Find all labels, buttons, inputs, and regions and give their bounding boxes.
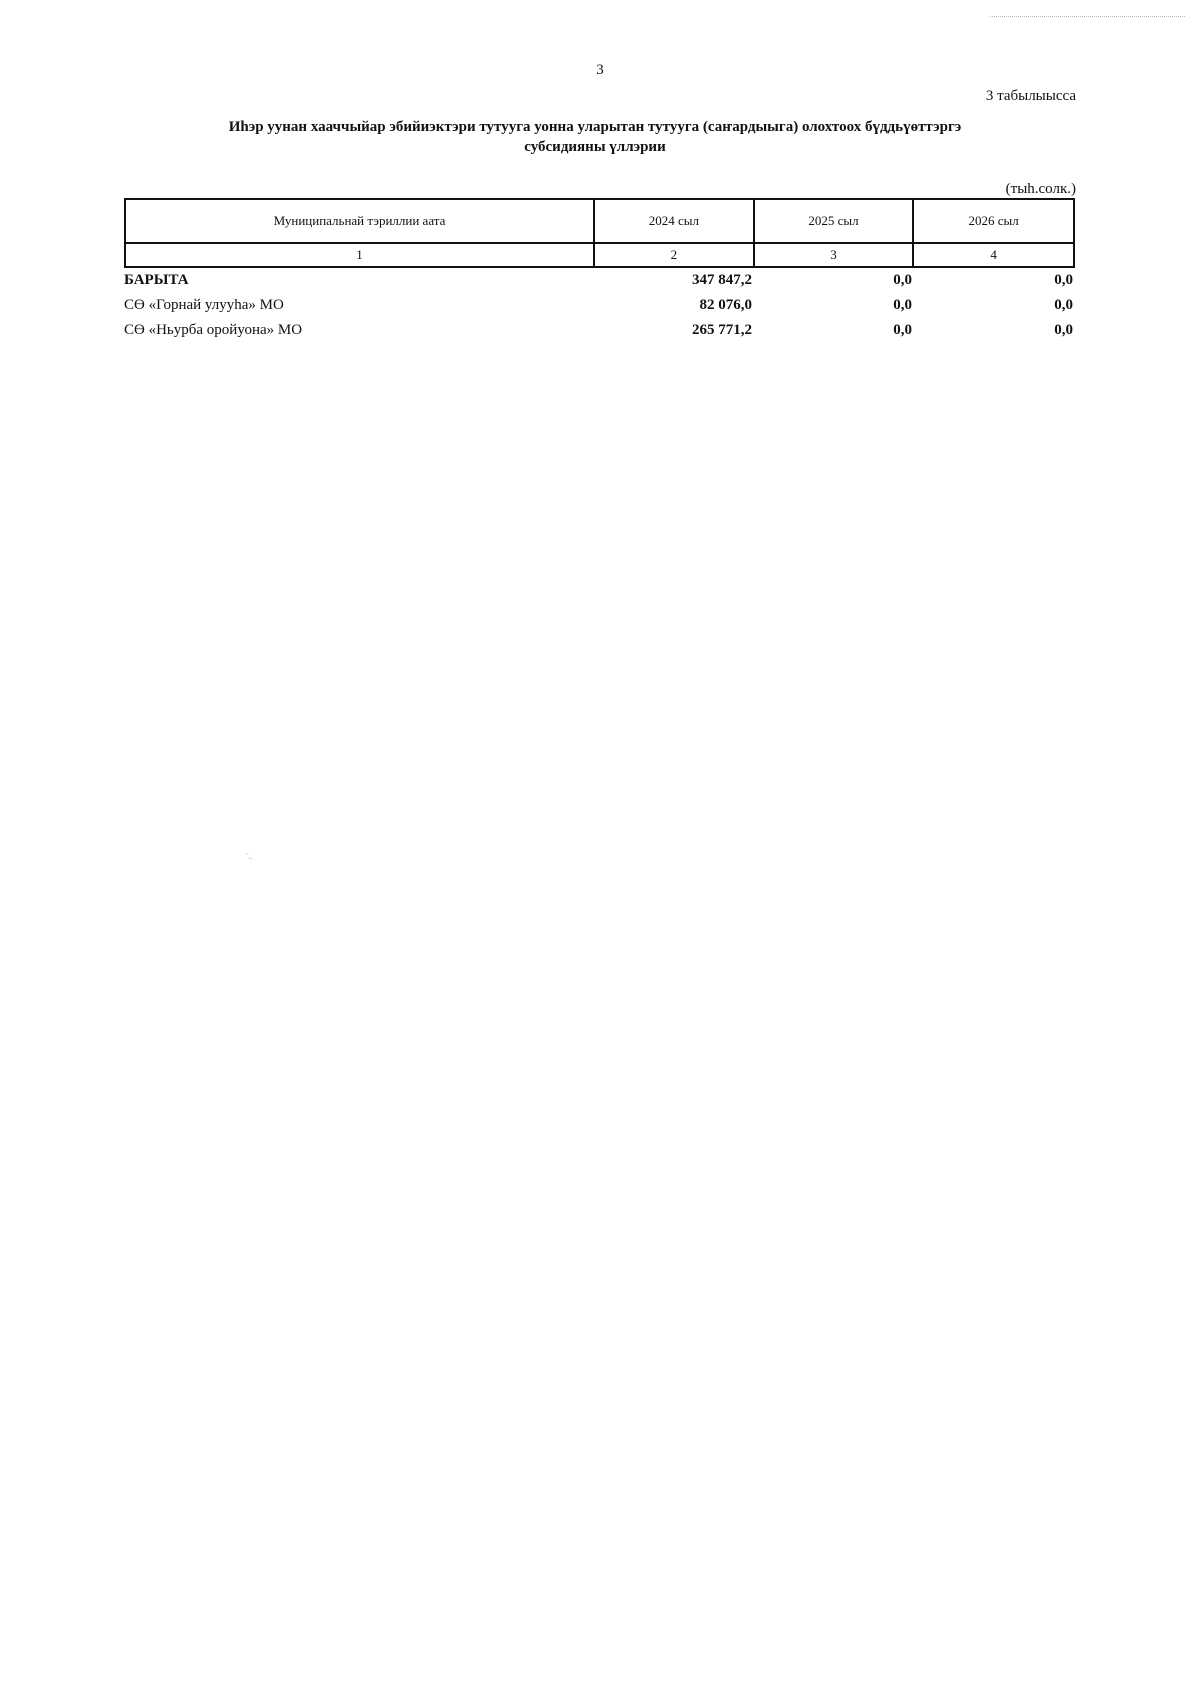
value-2025: 0,0	[893, 322, 912, 338]
document-title	[140, 117, 1050, 157]
value-2026: 0,0	[1054, 272, 1073, 288]
title-line-2: субсидияны үллэрии	[524, 139, 666, 155]
page-number: 3	[596, 62, 604, 78]
table-row-total	[124, 268, 1075, 293]
unit-label: (тыh.солк.)	[1005, 181, 1076, 197]
row-name: СӨ «Горнай улууhа» МО	[124, 297, 284, 313]
scan-artifact	[990, 16, 1185, 17]
header-row	[125, 199, 1074, 243]
value-2025: 0,0	[893, 297, 912, 313]
header-2024: 2024 сыл	[594, 199, 754, 243]
table-row	[124, 318, 1075, 343]
header-municipality: Муниципальнай тэриллии аата	[125, 199, 594, 243]
table-row	[124, 293, 1075, 318]
column-number-2: 2	[594, 243, 754, 267]
header-2026: 2026 сыл	[913, 199, 1074, 243]
column-number-3: 3	[754, 243, 914, 267]
value-2024: 265 771,2	[692, 322, 752, 338]
value-2026: 0,0	[1054, 297, 1073, 313]
value-2025: 0,0	[893, 272, 912, 288]
column-number-4: 4	[913, 243, 1074, 267]
value-2024: 82 076,0	[699, 297, 752, 313]
scan-artifact: ˜..	[246, 852, 253, 861]
subsidy-table-header	[124, 198, 1075, 268]
value-2024: 347 847,2	[692, 272, 752, 288]
row-name: СӨ «Ньурба оройуона» МО	[124, 322, 303, 338]
column-number-row	[125, 243, 1074, 267]
value-2026: 0,0	[1054, 322, 1073, 338]
appendix-label: 3 табылыысса	[985, 88, 1076, 104]
column-number-1: 1	[125, 243, 594, 267]
subsidy-table-body	[124, 268, 1075, 343]
title-line-1: Иhэр уунан хааччыйар эбийиэктэри тутууга уонна уларытан тутууга (саҥардыыга) олохтоох бүддьүөттэргэ	[228, 119, 962, 135]
header-2025: 2025 сыл	[754, 199, 914, 243]
row-name: БАРЫТА	[124, 272, 189, 288]
